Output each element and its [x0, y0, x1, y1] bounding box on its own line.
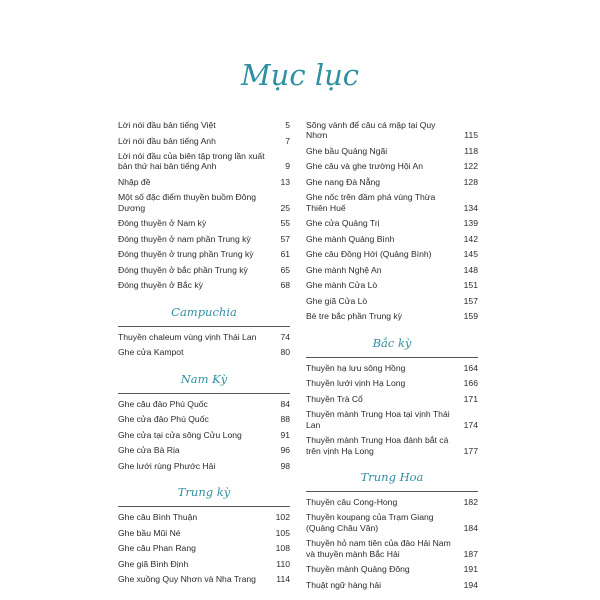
- section-heading: Bắc kỳ: [372, 335, 412, 350]
- toc-entry-page: 118: [464, 145, 478, 156]
- toc-entry: [306, 249, 478, 259]
- toc-entry-title: Đóng thuyền ở bắc phần Trung kỳ: [118, 264, 248, 275]
- toc-entry-title: Ghe bầu Quảng Ngãi: [306, 145, 388, 156]
- toc-entry-title: Lời nói đầu bản tiếng Anh: [118, 135, 216, 146]
- toc-entry: [306, 538, 478, 559]
- toc-entry: [306, 409, 478, 430]
- toc-entry-page: 171: [463, 393, 478, 404]
- toc-entry: [118, 559, 290, 569]
- toc-entry-title: Thuyền chaleum vùng vịnh Thái Lan: [118, 331, 257, 342]
- toc-entry-page: 114: [276, 574, 290, 585]
- toc-entry-page: 157: [463, 295, 478, 306]
- toc-entry-page: 7: [285, 135, 290, 146]
- toc-entry: [118, 151, 290, 172]
- toc-entry: [306, 234, 478, 244]
- toc-entry-title: Lời nói đầu của biên tập trong lần xuất bản thứ hai bản tiếng Anh: [118, 151, 265, 172]
- toc-entry: [306, 296, 478, 306]
- toc-entry-page: 88: [280, 414, 290, 425]
- toc-entry-title: Lời nói đầu bản tiếng Việt: [118, 120, 216, 130]
- toc-entry-page: 102: [275, 512, 290, 523]
- section-divider: [118, 506, 290, 507]
- toc-entry: [118, 120, 290, 130]
- toc-entry-title: Ghe câu Bình Thuận: [118, 512, 198, 523]
- toc-entry: [118, 280, 290, 290]
- toc-entry-title: Ghe lưới rùng Phước Hải: [118, 460, 216, 471]
- toc-entry: [118, 445, 290, 455]
- toc-entry-title: Ghe mành Cửa Lò: [306, 280, 378, 291]
- toc-entry: [306, 497, 478, 507]
- toc-entry-title: Ghe giã Cửa Lò: [306, 295, 368, 306]
- toc-entry: [118, 347, 290, 357]
- toc-entry-title: Ghe cửa tại cửa sông Cửu Long: [118, 429, 242, 440]
- toc-entry-page: 108: [275, 543, 290, 554]
- toc-entry-title: Ghe mành Nghệ An: [306, 264, 382, 275]
- section-heading: Trung Hoa: [360, 469, 424, 484]
- toc-entry-title: Thuyền Trà Cổ: [306, 393, 363, 404]
- section-divider: [306, 357, 478, 358]
- toc-entry: [306, 378, 478, 388]
- toc-entry-title: Ghe câu Phan Rang: [118, 543, 196, 554]
- toc-entry-page: 148: [463, 264, 478, 275]
- toc-entry: [118, 574, 290, 584]
- toc-entry-page: 57: [280, 233, 290, 244]
- toc-entry-title: Thuyền câu Cong-Hong: [306, 496, 398, 507]
- toc-entry: [306, 146, 478, 156]
- toc-entry: [118, 528, 290, 538]
- toc-entry: [118, 265, 290, 275]
- toc-entry-title: Ghe câu đảo Phú Quốc: [118, 398, 208, 409]
- toc-entry-title: Đóng thuyền ở Bắc kỳ: [118, 280, 203, 291]
- toc-entry-page: 191: [463, 564, 478, 575]
- toc-entry-page: 122: [463, 161, 478, 172]
- toc-entry-title: Thuyền mành Quảng Đông: [306, 564, 410, 575]
- toc-entry: [118, 399, 290, 409]
- toc-entry-page: 151: [463, 280, 478, 291]
- section-divider: [306, 491, 478, 492]
- toc-entry-page: 115: [464, 130, 478, 141]
- toc-entry-title: Thuyền hạ lưu sông Hồng: [306, 362, 406, 373]
- toc-entry-title: Ghe bầu Mũi Né: [118, 527, 181, 538]
- section-heading: Nam Kỳ: [180, 371, 228, 386]
- section-divider: [118, 326, 290, 327]
- toc-entry: [118, 414, 290, 424]
- toc-entry-page: 159: [463, 311, 478, 322]
- toc-entry-title: Ghe giã Bình Định: [118, 558, 189, 569]
- toc-entry-title: Thuyền lưới vịnh Hạ Long: [306, 378, 406, 389]
- toc-entry: [306, 512, 478, 533]
- toc-entry: [118, 332, 290, 342]
- toc-column-left: [118, 120, 290, 590]
- toc-entry-page: 61: [280, 249, 290, 260]
- toc-entry: [118, 177, 290, 187]
- toc-entry: [306, 363, 478, 373]
- toc-entry-page: 182: [463, 496, 478, 507]
- toc-entry-title: Đóng thuyền ở nam phần Trung kỳ: [118, 233, 251, 244]
- toc-entry-page: 9: [285, 161, 290, 172]
- toc-entry-page: 65: [280, 264, 290, 275]
- toc-entry-title: Ghe câu và ghe trường Hội An: [306, 161, 423, 172]
- toc-entry-title: Ghe câu Đồng Hới (Quảng Bình): [306, 249, 432, 260]
- toc-entry-title: Thuyền hỏ nam tiên của đảo Hải Nam và thuyền mành Bắc Hải: [306, 538, 451, 559]
- toc-entry-title: Ghe mành Quảng Bình: [306, 233, 395, 244]
- toc-entry-page: 166: [463, 378, 478, 389]
- toc-entry-page: 128: [463, 176, 478, 187]
- toc-entry-page: 194: [463, 579, 478, 590]
- toc-entry-page: 25: [280, 202, 290, 213]
- toc-entry-title: Nhập đề: [118, 176, 151, 187]
- toc-entry: [118, 218, 290, 228]
- section-divider: [118, 393, 290, 394]
- toc-entry-title: Ghe nang Đà Nẵng: [306, 176, 381, 187]
- toc-entry: [118, 430, 290, 440]
- toc-entry: [118, 543, 290, 553]
- toc-entry-page: 55: [280, 218, 290, 229]
- toc-entry-title: Ghe nốc trên đầm phá vùng Thừa Thiên Huế: [306, 192, 436, 213]
- toc-entry: [118, 512, 290, 522]
- toc-entry: [306, 580, 478, 590]
- toc-entry-title: Đóng thuyền ở Nam kỳ: [118, 218, 207, 229]
- toc-entry-page: 13: [280, 176, 290, 187]
- toc-entry-page: 134: [463, 202, 478, 213]
- toc-entry: [306, 394, 478, 404]
- toc-entry: [118, 136, 290, 146]
- toc-column-right: [306, 120, 478, 595]
- toc-entry-title: Thuật ngữ hàng hải: [306, 579, 382, 590]
- toc-entry-title: Ghe cửa đảo Phú Quốc: [118, 414, 209, 425]
- toc-entry-page: 68: [280, 280, 290, 291]
- toc-entry-title: Ghe cửa Quảng Trị: [306, 218, 380, 229]
- toc-entry: [118, 249, 290, 259]
- toc-entry: [306, 435, 478, 456]
- toc-entry-title: Sõng vành để câu cá mập tại Quy Nhơn: [306, 120, 436, 141]
- toc-entry-page: 74: [280, 331, 290, 342]
- toc-entry: [306, 218, 478, 228]
- toc-entry-page: 187: [463, 548, 478, 559]
- toc-entry-page: 164: [463, 362, 478, 373]
- toc-entry: [306, 177, 478, 187]
- toc-entry-page: 91: [280, 429, 290, 440]
- toc-entry: [118, 234, 290, 244]
- toc-entry-page: 98: [280, 460, 290, 471]
- toc-entry-title: Đóng thuyền ở trung phần Trung kỳ: [118, 249, 254, 260]
- toc-entry: [118, 192, 290, 213]
- toc-entry-page: 142: [463, 233, 478, 244]
- toc-entry-page: 5: [285, 120, 290, 130]
- toc-entry-title: Bè tre bắc phần Trung kỳ: [306, 311, 403, 322]
- toc-entry-title: Thuyền mành Trung Hoa tại vịnh Thái Lan: [306, 409, 450, 430]
- toc-entry: [306, 120, 478, 141]
- toc-entry-page: 184: [463, 522, 478, 533]
- toc-entry-page: 84: [280, 398, 290, 409]
- toc-entry: [118, 461, 290, 471]
- toc-entry-page: 96: [280, 445, 290, 456]
- toc-entry-title: Một số đặc điểm thuyền buồm Đông Dương: [118, 192, 257, 213]
- section-heading: Campuchia: [171, 304, 237, 319]
- toc-entry: [306, 161, 478, 171]
- page-title: Mục lục: [240, 58, 360, 92]
- toc-entry-page: 174: [463, 419, 478, 430]
- toc-entry: [306, 564, 478, 574]
- toc-entry: [306, 192, 478, 213]
- toc-entry: [306, 311, 478, 321]
- toc-entry-page: 139: [463, 218, 478, 229]
- toc-entry-page: 110: [276, 558, 290, 569]
- toc-entry-title: Ghe cửa Bà Rịa: [118, 445, 180, 456]
- toc-entry-title: Thuyền mành Trung Hoa đánh bắt cá trên vịnh Hạ Long: [306, 435, 449, 456]
- toc-entry-page: 80: [280, 347, 290, 358]
- toc-entry: [306, 280, 478, 290]
- toc-entry-page: 145: [463, 249, 478, 260]
- toc-entry: [306, 265, 478, 275]
- toc-entry-title: Ghe xuồng Quy Nhơn và Nha Trang: [118, 574, 256, 585]
- toc-entry-title: Ghe cửa Kampot: [118, 347, 184, 358]
- toc-entry-title: Thuyền koupang của Trạm Giang (Quảng Châu Văn): [306, 512, 434, 533]
- section-heading: Trung kỳ: [177, 485, 231, 500]
- toc-entry-page: 177: [463, 445, 478, 456]
- toc-entry-page: 105: [275, 527, 290, 538]
